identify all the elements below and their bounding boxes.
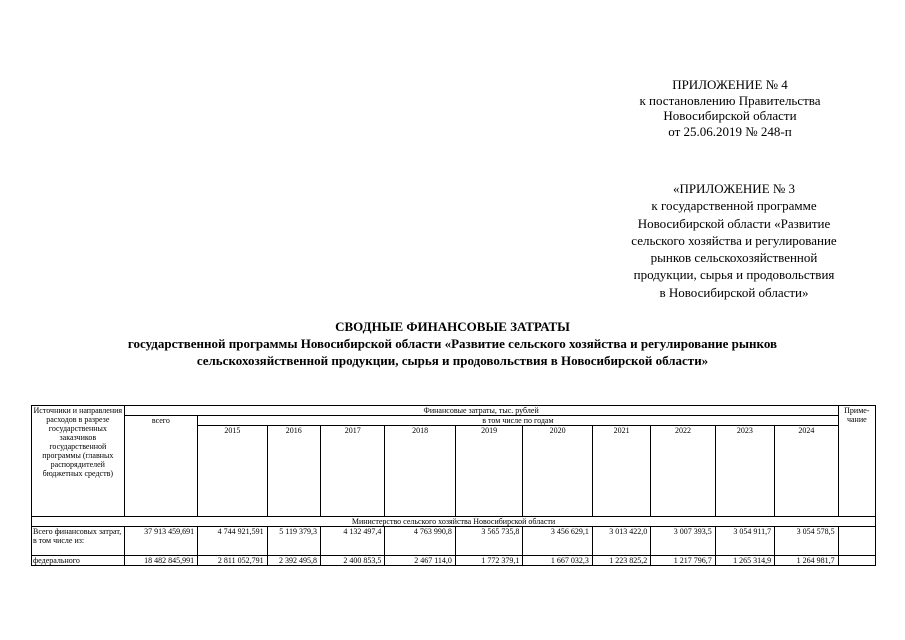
row-value: 1 265 314,9 — [715, 556, 774, 566]
header-note: Приме-чание — [838, 406, 875, 517]
row-value: 4 744 921,591 — [198, 527, 267, 556]
appendix-3-line-7: в Новосибирской области» — [659, 284, 809, 300]
row-value: 1 217 796,7 — [651, 556, 715, 566]
ministry-row — [32, 517, 876, 527]
table-row — [32, 556, 876, 566]
row-label: Всего финансовых затрат, в том числе из: — [32, 527, 125, 556]
header-total: всего — [124, 416, 198, 517]
appendix-4-line-2: к постановлению Правительства — [639, 92, 821, 108]
appendix-3-line-1: «ПРИЛОЖЕНИЕ № 3 — [672, 181, 796, 196]
appendix-3-line-5: рынков сельскохозяйственной — [650, 250, 818, 266]
header-year: 2015 — [198, 426, 267, 517]
row-value: 3 013 422,0 — [592, 527, 650, 556]
row-value: 1 667 032,3 — [523, 556, 592, 566]
row-value: 3 565 735,8 — [455, 527, 522, 556]
row-value: 1 772 379,1 — [455, 556, 522, 566]
table-header-row-1 — [32, 406, 876, 416]
appendix-3-header — [600, 180, 868, 301]
row-value: 5 119 379,3 — [267, 527, 320, 556]
table-header-row-2 — [32, 416, 876, 426]
row-total: 37 913 459,691 — [124, 527, 198, 556]
header-year: 2017 — [320, 426, 384, 517]
row-value: 3 054 578,5 — [775, 527, 839, 556]
row-value: 4 132 497,4 — [320, 527, 384, 556]
appendix-4-line-4: от 25.06.2019 № 248-п — [668, 123, 792, 139]
appendix-3-line-4: сельского хозяйства и регулирование — [631, 232, 837, 248]
row-value: 2 392 495,8 — [267, 556, 320, 566]
header-year: 2022 — [651, 426, 715, 517]
header-year: 2016 — [267, 426, 320, 517]
appendix-4-line-3: Новосибирской области — [663, 108, 797, 123]
appendix-3-line-2: к государственной программе — [651, 198, 817, 214]
row-note — [838, 527, 875, 556]
row-value: 4 763 990,8 — [385, 527, 455, 556]
table-row — [32, 527, 876, 556]
row-value: 3 054 911,7 — [715, 527, 774, 556]
header-year: 2024 — [775, 426, 839, 517]
header-year: 2020 — [523, 426, 592, 517]
ministry-name: Министерство сельского хозяйства Новосибирской области — [32, 517, 876, 527]
title-line-2: государственной программы Новосибирской области «Развитие сельского хозяйства и регулирование рынков — [127, 336, 778, 351]
row-label: федерального — [32, 556, 125, 566]
row-value: 2 467 114,0 — [385, 556, 455, 566]
header-sources: Источники и направления расходов в разрезе государственных заказчиков государственной программы (главных распорядителей бюджетных средств) — [32, 406, 125, 517]
header-year: 2018 — [385, 426, 455, 517]
appendix-3-line-3: Новосибирской области «Развитие — [637, 215, 831, 231]
header-by-years: в том числе по годам — [198, 416, 839, 426]
appendix-4-header — [600, 77, 860, 139]
header-year: 2023 — [715, 426, 774, 517]
row-total: 18 482 845,991 — [124, 556, 198, 566]
row-note — [838, 556, 875, 566]
financial-costs-table — [31, 405, 876, 566]
document-title — [0, 318, 905, 369]
appendix-4-line-1: ПРИЛОЖЕНИЕ № 4 — [672, 77, 788, 92]
row-value: 1 223 825,2 — [592, 556, 650, 566]
appendix-3-line-6: продукции, сырья и продовольствия — [633, 267, 835, 283]
header-year: 2019 — [455, 426, 522, 517]
row-value: 3 456 629,1 — [523, 527, 592, 556]
title-line-1: СВОДНЫЕ ФИНАНСОВЫЕ ЗАТРАТЫ — [335, 319, 570, 334]
row-value: 2 811 052,791 — [198, 556, 267, 566]
row-value: 2 400 853,5 — [320, 556, 384, 566]
title-line-3: сельскохозяйственной продукции, сырья и продовольствия в Новосибирской области» — [196, 353, 709, 368]
row-value: 1 264 981,7 — [775, 556, 839, 566]
row-value: 3 007 393,5 — [651, 527, 715, 556]
header-year: 2021 — [592, 426, 650, 517]
header-financial-costs: Финансовые затраты, тыс. рублей — [124, 406, 838, 416]
